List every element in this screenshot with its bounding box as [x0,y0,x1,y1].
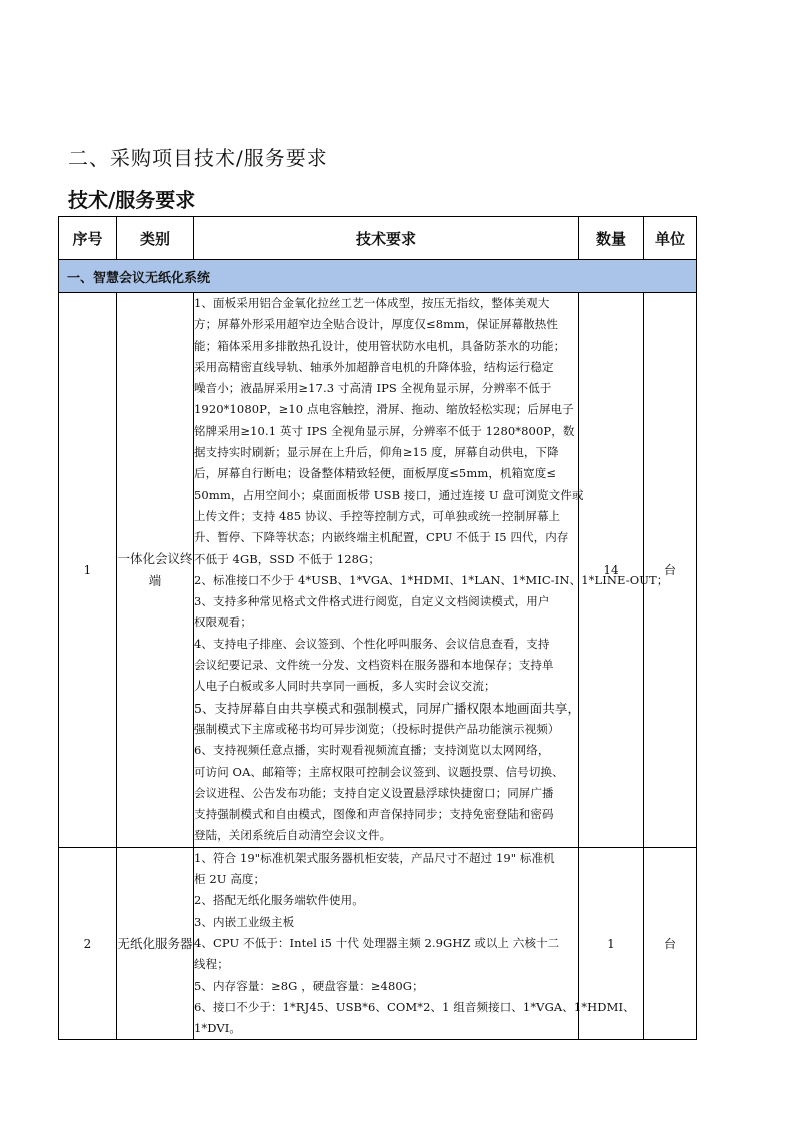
table-header-row [59,217,697,260]
requirement-line: 线程； [194,957,229,972]
requirement-line: 权限观看； [194,615,252,630]
header-quantity: 数量 [579,217,644,260]
header-no: 序号 [59,217,117,260]
requirement-line: 2、标准接口不少于 4*USB、1*VGA、1*HDMI、1*LAN、1*MIC-IN、1*LINE-OUT； [194,572,669,587]
requirement-line: 上传文件；支持 485 协议、手控等控制方式，可单独或统一控制屏幕上 [194,508,561,523]
header-requirement: 技术要求 [194,217,579,260]
requirement-line: 3、内嵌工业级主板 [194,914,295,929]
section-row [59,260,697,293]
requirement-line: 采用高精密直线导轨、轴承外加超静音电机的升降体验，结构运行稳定 [194,359,554,374]
section-heading: 二、采购项目技术/服务要求 [68,146,328,170]
requirement-line: 支持强制模式和自由模式，图像和声音保持同步；支持免密登陆和密码 [194,807,554,822]
requirement-line: 柜 2U 高度； [194,872,266,887]
row-quantity: 1 [579,847,644,1040]
row-category: 无纸化服务器 [117,847,194,1040]
requirement-line: 铭牌采用≥10.1 英寸 IPS 全视角显示屏，分辨率不低于 1280*800P，数 [194,423,575,438]
requirement-line: 5、内存容量：≥8G ，硬盘容量：≥480G； [194,978,424,993]
requirement-line: 据支持实时刷新；显示屏在上升后，仰角≥15 度，屏幕自动供电，下降 [194,445,559,460]
requirement-line: 1、面板采用铝合金氧化拉丝工艺一体成型，按压无指纹，整体美观大 [194,296,550,310]
header-unit: 单位 [644,217,697,260]
requirement-line: 后，屏幕自行断电；设备整体精致轻便，面板厚度≤5mm，机箱宽度≤ [194,466,557,481]
requirement-line: 1920*1080P，≥10 点电容触控，滑屏、拖动、缩放轻松实现；后屏电子 [194,402,574,417]
requirement-line: 1、符合 19"标准机架式服务器机柜安装，产品尺寸不超过 19" 标准机 [194,850,555,865]
header-category: 类别 [117,217,194,260]
row-unit: 台 [644,293,697,848]
section-title: 一、智慧会议无纸化系统 [59,260,697,293]
subsection-heading: 技术/服务要求 [68,188,196,212]
requirement-line: 6、接口不少于：1*RJ45、USB*6、COM*2、1 组音频接口、1*VGA、1*HDMI、 [194,999,635,1014]
requirement-line: 会议纪要记录、文件统一分发、文档资料在服务器和本地保存；支持单 [194,658,554,673]
requirement-line: 2、搭配无纸化服务端软件使用。 [194,893,364,908]
requirement-line: 会议进程、公告发布功能；支持自定义设置悬浮球快捷窗口；同屏广播 [194,785,554,800]
requirement-line: 3、支持多种常见格式文件格式进行阅览，自定义文档阅读模式，用户 [194,594,550,609]
row-requirement [194,847,635,1040]
requirement-line: 强制模式下主席或秘书均可异步浏览；（投标时提供产品功能演示视频） [194,721,560,736]
row-number: 2 [59,847,117,1040]
requirements-table [58,216,697,1040]
requirement-line: 噪音小；液晶屏采用≥17.3 寸高清 IPS 全视角显示屏，分辨率不低于 [194,381,552,396]
requirement-line: 能；箱体采用多排散热孔设计，使用管状防水电机，具备防茶水的功能； [194,338,566,353]
requirement-line: 可访问 OA、邮箱等；主席权限可控制会议签到、议题投票、信号切换、 [194,764,564,779]
row-number: 1 [59,293,117,848]
requirement-line: 升、暂停、下降等状态；内嵌终端主机配置，CPU 不低于 I5 四代，内存 [194,530,569,545]
table-row [59,847,697,1040]
table-row [59,293,697,848]
requirement-line: 6、支持视频任意点播，实时观看视频流直播；支持浏览以太网网络， [194,743,550,758]
row-category: 一体化会议终端 [117,293,194,848]
requirement-line: 人电子白板或多人同时共享同一画板，多人实时会议交流； [194,679,496,694]
requirement-line: 4、支持电子排座、会议签到、个性化呼叫服务、会议信息查看，支持 [194,636,550,651]
requirement-line: 50mm，占用空间小；桌面面板带 USB 接口，通过连接 U 盘可浏览文件或 [194,487,584,502]
requirement-line: 不低于 4GB，SSD 不低于 128G； [194,551,380,566]
requirement-line: 方；屏幕外形采用超窄边全贴合设计，厚度仅≤8mm，保证屏幕散热性 [194,317,558,332]
requirement-line: 登陆，关闭系统后自动清空会议文件。 [194,828,392,843]
requirement-line: 5、支持屏幕自由共享模式和强制模式，同屏广播权限本地画面共享， [194,700,581,716]
requirement-line: 1*DVI。 [194,1021,242,1036]
row-unit: 台 [644,847,697,1040]
requirement-line: 4、CPU 不低于：Intel i5 十代 处理器主频 2.9GHZ 或以上 六核十二 [194,935,560,950]
row-quantity: 14 [579,293,644,848]
